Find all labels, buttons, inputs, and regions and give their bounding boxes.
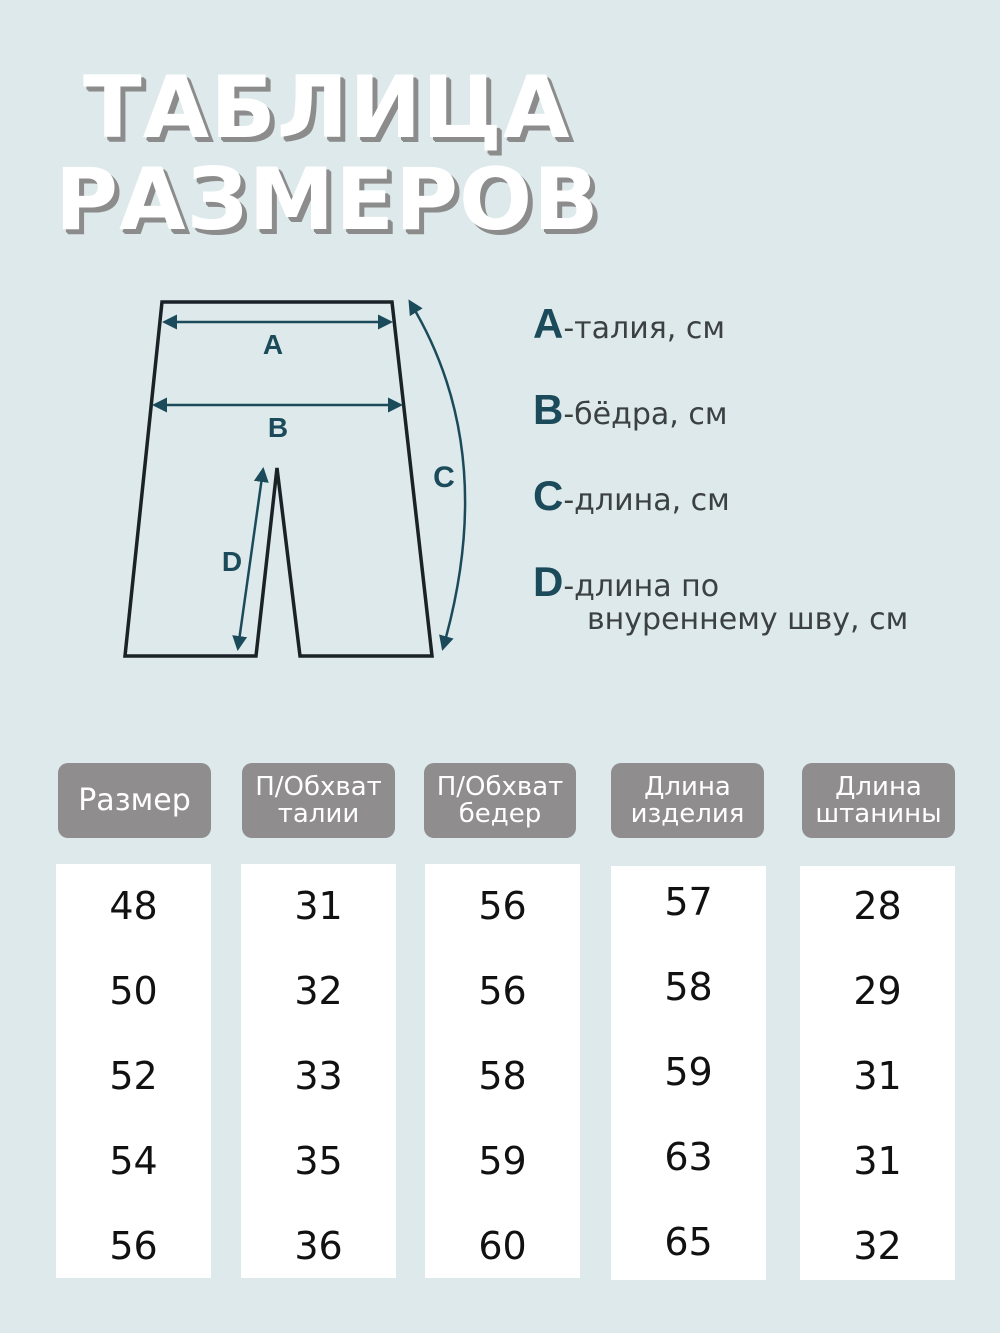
table-cell: 31 <box>853 1139 902 1183</box>
legend-letter: D <box>533 558 564 605</box>
table-cell: 31 <box>294 884 343 928</box>
legend-letter: C <box>533 472 564 519</box>
column-waist <box>241 864 396 1278</box>
legend-letter: A <box>533 300 564 347</box>
table-cell: 31 <box>853 1054 902 1098</box>
table-cell: 50 <box>109 969 158 1013</box>
table-cell: 60 <box>478 1224 527 1268</box>
label-b: B <box>267 412 289 443</box>
header-label: Длина <box>644 771 731 802</box>
table-cell: 52 <box>109 1054 158 1098</box>
legend-letter: B <box>533 386 564 433</box>
table-cell: 33 <box>294 1054 343 1098</box>
legend-text: -бёдра, см <box>563 397 728 432</box>
table-cell: 54 <box>109 1139 158 1183</box>
header-waist <box>242 763 395 838</box>
legend-text-line-2: внуреннему шву, см <box>587 602 909 637</box>
legend-item-c <box>533 472 730 520</box>
table-cell: 32 <box>294 969 343 1013</box>
table-cell: 63 <box>664 1135 713 1179</box>
table-cell: 59 <box>664 1050 713 1094</box>
header-label: Длина <box>835 771 922 802</box>
legend-item-a <box>533 300 725 348</box>
title-line-2: РАЗМЕРОВ <box>55 150 600 250</box>
table-cell: 56 <box>478 969 527 1013</box>
table-cell: 29 <box>853 969 902 1013</box>
table-cell: 58 <box>478 1054 527 1098</box>
column-leg-length <box>800 866 955 1280</box>
legend-text: -талия, см <box>563 311 725 346</box>
legend-text: -длина по <box>563 569 720 604</box>
table-cell: 28 <box>853 884 902 928</box>
table-cell: 32 <box>853 1224 902 1268</box>
table-cell: 56 <box>109 1224 158 1268</box>
header-size <box>58 763 211 838</box>
legend-item-d <box>533 558 908 637</box>
header-label-2: бедер <box>458 798 542 829</box>
title-line-1: ТАБЛИЦА <box>83 58 571 158</box>
header-label-2: изделия <box>630 798 745 829</box>
column-hips <box>425 864 580 1278</box>
header-length <box>611 763 764 838</box>
table-cell: 56 <box>478 884 527 928</box>
header-hips <box>424 763 576 838</box>
column-size <box>56 864 211 1278</box>
table-cell: 35 <box>294 1139 343 1183</box>
table-cell: 36 <box>294 1224 343 1268</box>
shorts-diagram <box>110 280 490 680</box>
table-cell: 58 <box>664 965 713 1009</box>
page-title <box>55 58 600 250</box>
label-c: C <box>433 461 455 494</box>
header-label-2: талии <box>277 798 360 829</box>
legend-item-b <box>533 386 728 434</box>
header-leg-length <box>802 763 955 838</box>
header-label: П/Обхват <box>255 771 382 802</box>
column-length <box>611 866 766 1280</box>
table-cell: 65 <box>664 1220 713 1264</box>
table-cell: 59 <box>478 1139 527 1183</box>
table-cell: 57 <box>664 880 713 924</box>
label-d: D <box>221 546 243 577</box>
header-label: Размер <box>78 783 191 818</box>
header-label: П/Обхват <box>436 771 564 802</box>
header-label-2: штанины <box>815 798 942 829</box>
table-cell: 48 <box>109 884 158 928</box>
label-a: A <box>262 329 284 360</box>
legend-text: -длина, см <box>563 483 730 518</box>
